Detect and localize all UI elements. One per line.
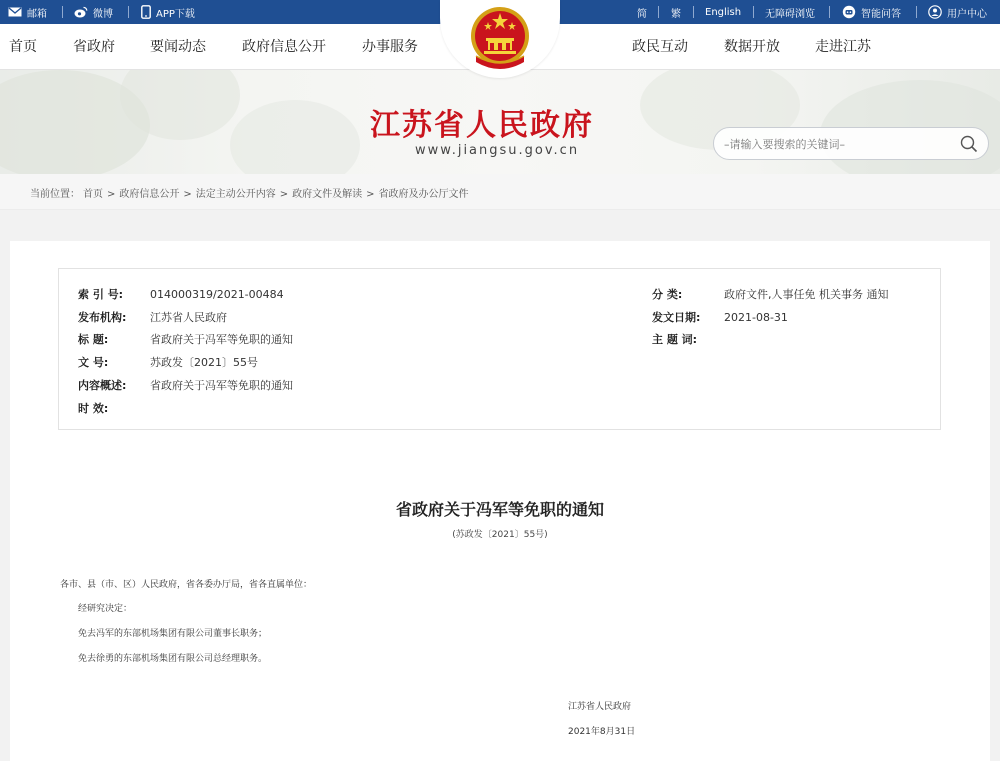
meta-index-value: 014000319/2021-00484 — [150, 288, 284, 301]
simplified-link[interactable] — [637, 0, 647, 24]
nav-home[interactable]: 首页 — [9, 39, 37, 55]
meta-date — [652, 309, 788, 325]
english-link[interactable] — [705, 0, 741, 24]
search-box — [713, 127, 989, 160]
mail-link[interactable] — [8, 0, 47, 24]
meta-keywords-key: 主 题 词: — [652, 333, 698, 346]
traditional-link[interactable] — [671, 0, 681, 24]
nav-services[interactable]: 办事服务 — [362, 39, 418, 55]
app-label: APP下载 — [156, 8, 195, 20]
document-title: 省政府关于冯军等免职的通知 — [395, 500, 604, 519]
meta-date-value: 2021-08-31 — [724, 311, 788, 324]
qa-link[interactable] — [842, 0, 901, 24]
phone-icon — [141, 5, 151, 19]
weibo-icon — [74, 6, 88, 18]
document-item-2: 免去徐勇的东部机场集团有限公司总经理职务。 — [78, 654, 268, 664]
search-icon[interactable] — [960, 135, 978, 153]
document-salutation: 各市、县（市、区）人民政府，省各委办厅局，省各直属单位： — [60, 580, 313, 590]
breadcrumb-separator: > — [183, 189, 192, 200]
nav-province-gov[interactable]: 省政府 — [73, 39, 115, 55]
accessible-link[interactable] — [765, 0, 815, 24]
meta-issuer — [78, 309, 227, 325]
meta-category — [652, 286, 889, 302]
user-icon — [928, 5, 942, 19]
breadcrumb-home[interactable]: 首页 — [83, 189, 103, 200]
meta-title — [78, 331, 293, 347]
nav-info-disclosure[interactable]: 政府信息公开 — [242, 39, 326, 55]
nav-open-data[interactable]: 数据开放 — [724, 39, 780, 55]
qa-label: 智能问答 — [861, 8, 901, 20]
meta-issuer-value: 江苏省人民政府 — [150, 311, 227, 324]
english-label: English — [705, 6, 742, 18]
weibo-label: 微博 — [93, 8, 113, 20]
site-title: 江苏省人民政府 — [370, 108, 594, 143]
document-decided: 经研究决定： — [78, 604, 133, 614]
meta-index-key: 索 引 号: — [78, 288, 124, 301]
breadcrumb-separator: > — [366, 189, 375, 200]
document-number: (苏政发〔2021〕55号) — [452, 530, 548, 540]
breadcrumb-separator: > — [107, 189, 116, 200]
meta-date-key: 发文日期: — [652, 311, 701, 324]
breadcrumb-separator: > — [279, 189, 289, 200]
weibo-link[interactable] — [74, 0, 113, 24]
mail-icon — [8, 7, 22, 17]
breadcrumb — [0, 174, 1000, 210]
simplified-label: 简 — [637, 8, 647, 20]
meta-validity-key: 时 效: — [78, 402, 109, 415]
document-item-1: 免去冯军的东部机场集团有限公司董事长职务； — [78, 629, 268, 639]
chat-robot-icon — [842, 5, 856, 19]
breadcrumb-info-disclosure[interactable]: 政府信息公开 — [119, 189, 180, 200]
meta-index — [78, 286, 284, 302]
meta-issuer-key: 发布机构: — [78, 311, 127, 324]
meta-summary — [78, 377, 293, 393]
accessible-label: 无障碍浏览 — [765, 8, 815, 20]
site-url: www.jiangsu.gov.cn — [415, 143, 580, 158]
search-input[interactable] — [724, 134, 954, 154]
breadcrumb-label: 当前位置： — [30, 189, 80, 200]
nav-about-jiangsu[interactable]: 走进江苏 — [815, 39, 871, 55]
meta-summary-key: 内容概述: — [78, 379, 127, 392]
meta-validity — [78, 400, 150, 416]
meta-title-key: 标 题: — [78, 333, 109, 346]
meta-keywords — [652, 331, 724, 347]
meta-category-value: 政府文件,人事任免 机关事务 通知 — [724, 288, 889, 301]
traditional-label: 繁 — [671, 8, 681, 20]
nav-news[interactable]: 要闻动态 — [150, 39, 206, 55]
meta-docno — [78, 354, 258, 370]
breadcrumb-office-docs[interactable]: 省政府及办公厅文件 — [378, 189, 469, 200]
meta-category-key: 分 类: — [652, 288, 683, 301]
user-center-link[interactable] — [928, 0, 987, 24]
breadcrumb-statutory[interactable]: 法定主动公开内容 — [195, 189, 276, 200]
mail-label: 邮箱 — [27, 8, 47, 20]
meta-docno-value: 苏政发〔2021〕55号 — [150, 356, 258, 369]
emblem-icon — [468, 4, 532, 74]
user-center-label: 用户中心 — [947, 8, 987, 20]
meta-docno-key: 文 号: — [78, 356, 109, 369]
national-emblem — [440, 0, 560, 78]
breadcrumb-gov-docs[interactable]: 政府文件及解读 — [292, 189, 363, 200]
meta-title-value: 省政府关于冯军等免职的通知 — [150, 333, 293, 346]
meta-summary-value: 省政府关于冯军等免职的通知 — [150, 379, 293, 392]
document-signer: 江苏省人民政府 — [568, 702, 632, 712]
nav-interaction[interactable]: 政民互动 — [632, 39, 688, 55]
document-sign-date: 2021年8月31日 — [568, 727, 636, 737]
app-download-link[interactable] — [141, 0, 195, 24]
